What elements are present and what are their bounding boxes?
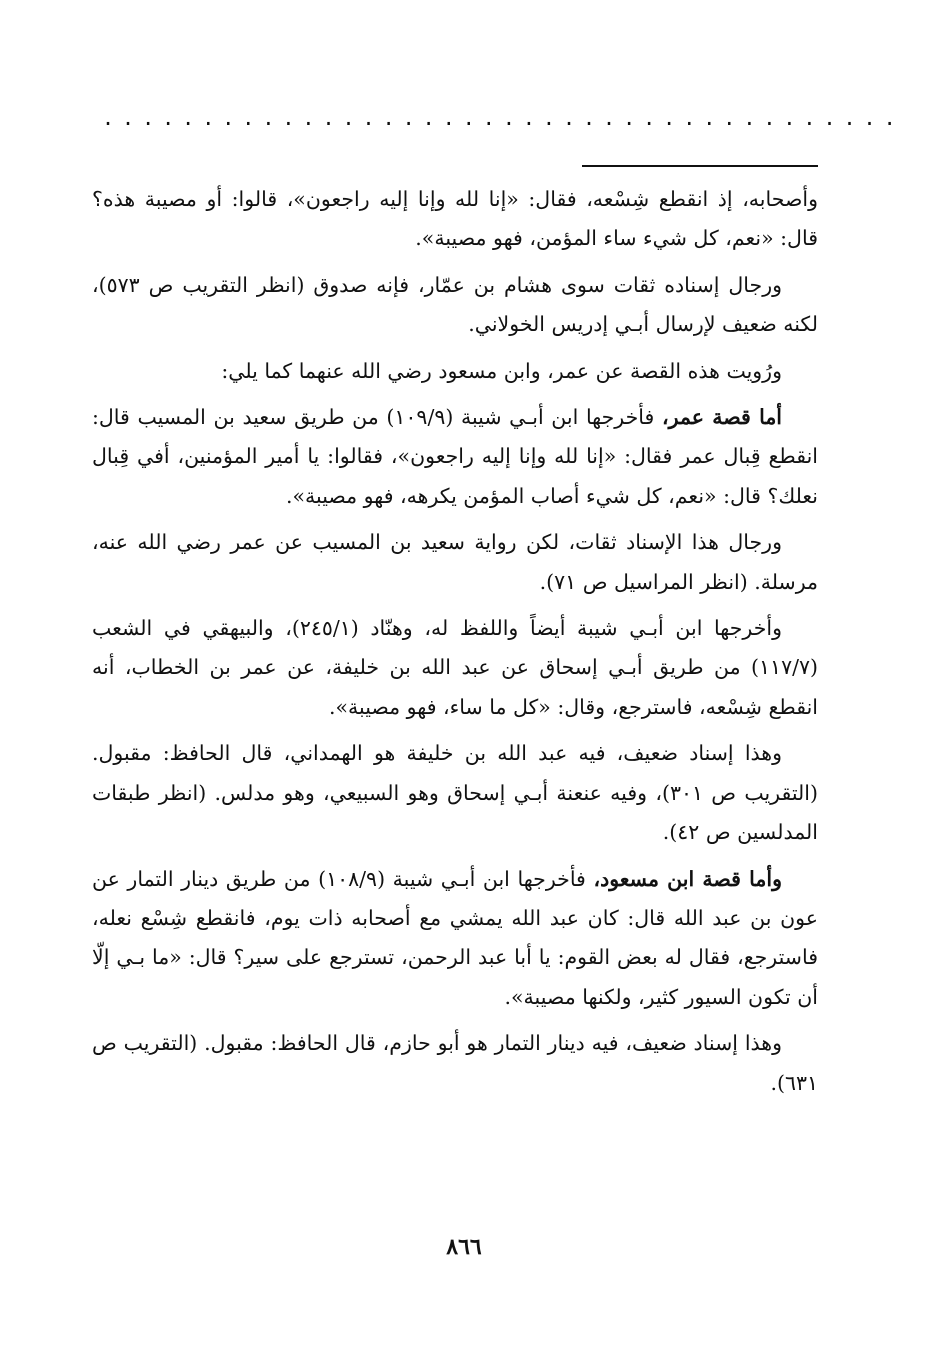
paragraph-3	[92, 352, 818, 391]
page-body	[92, 180, 818, 1110]
header-dotted-line: ........................................	[102, 106, 904, 130]
paragraph-text: فأخرجها ابن أبـي شيبة (١٠٨/٩) من طريق دينار التمار عن عون بن عبد الله قال: كان عبد الله يمشي مع أصحابه ذات يوم، فانقطع شِسْع نعله، فاسترجع، فقال له بعض القوم: يا أبا عبد الرحمن، تسترجع على سير؟ قال: «ما بـي إلّا أن تكون السيور كثير، ولكنها مصيبة».	[92, 866, 818, 1009]
paragraph-8	[92, 860, 818, 1018]
paragraph-text: فأخرجها ابن أبـي شيبة (١٠٩/٩) من طريق سعيد بن المسيب قال: انقطع قِبال عمر فقال: «إنا لله وإنا إليه راجعون»، فقالوا: يا أمير المؤمنين، أفي قِبال نعلك؟ قال: «نعم، كل شيء أصاب المؤمن يكرهه، فهو مصيبة».	[92, 405, 818, 508]
paragraph-7	[92, 734, 818, 852]
paragraph-4	[92, 398, 818, 516]
paragraph-text: وأخرجها ابن أبـي شيبة أيضاً واللفظ له، وهنّاد (٢٤٥/١)، والبيهقي في الشعب (١١٧/٧) من طريق أبـي إسحاق عن عبد الله بن خليفة، عن عمر بن الخطاب، أنه انقطع شِسْعه، فاسترجع، وقال: «كل ما ساء، فهو مصيبة».	[92, 616, 818, 719]
paragraph-text: ورُويت هذه القصة عن عمر، وابن مسعود رضي الله عنهما كما يلي:	[221, 358, 782, 383]
paragraph-lead: وأما قصة ابن مسعود،	[593, 866, 782, 891]
paragraph-lead: أما قصة عمر،	[661, 405, 782, 430]
paragraph-text: وهذا إسناد ضعيف، فيه دينار التمار هو أبو حازم، قال الحافظ: مقبول. (التقريب ص ٦٣١).	[92, 1031, 818, 1095]
page-number: ٨٦٦	[446, 1234, 482, 1260]
paragraph-9	[92, 1024, 818, 1103]
footnote-separator-rule	[582, 165, 818, 167]
paragraph-1	[92, 180, 818, 259]
paragraph-text: وهذا إسناد ضعيف، فيه عبد الله بن خليفة هو الهمداني، قال الحافظ: مقبول. (التقريب ص ٣٠١)، وفيه عنعنة أبـي إسحاق وهو السبيعي، وهو مدلس. (انظر طبقات المدلسين ص ٤٢).	[92, 741, 818, 845]
paragraph-5	[92, 523, 818, 602]
paragraph-text: ورجال إسناده ثقات سوى هشام بن عمّار، فإنه صدوق (انظر التقريب ص ٥٧٣)، لكنه ضعيف لإرسال أبـي إدريس الخولاني.	[92, 272, 818, 337]
paragraph-text: ورجال هذا الإسناد ثقات، لكن رواية سعيد بن المسيب عن عمر رضي الله عنه، مرسلة. (انظر المراسيل ص ٧١).	[92, 530, 818, 594]
paragraph-6	[92, 609, 818, 727]
paragraph-2	[92, 266, 818, 345]
paragraph-text: وأصحابه، إذ انقطع شِسْعه، فقال: «إنا لله وإنا إليه راجعون»، قالوا: أو مصيبة هذه؟ قال: «نعم، كل شيء ساء المؤمن، فهو مصيبة».	[92, 187, 818, 251]
